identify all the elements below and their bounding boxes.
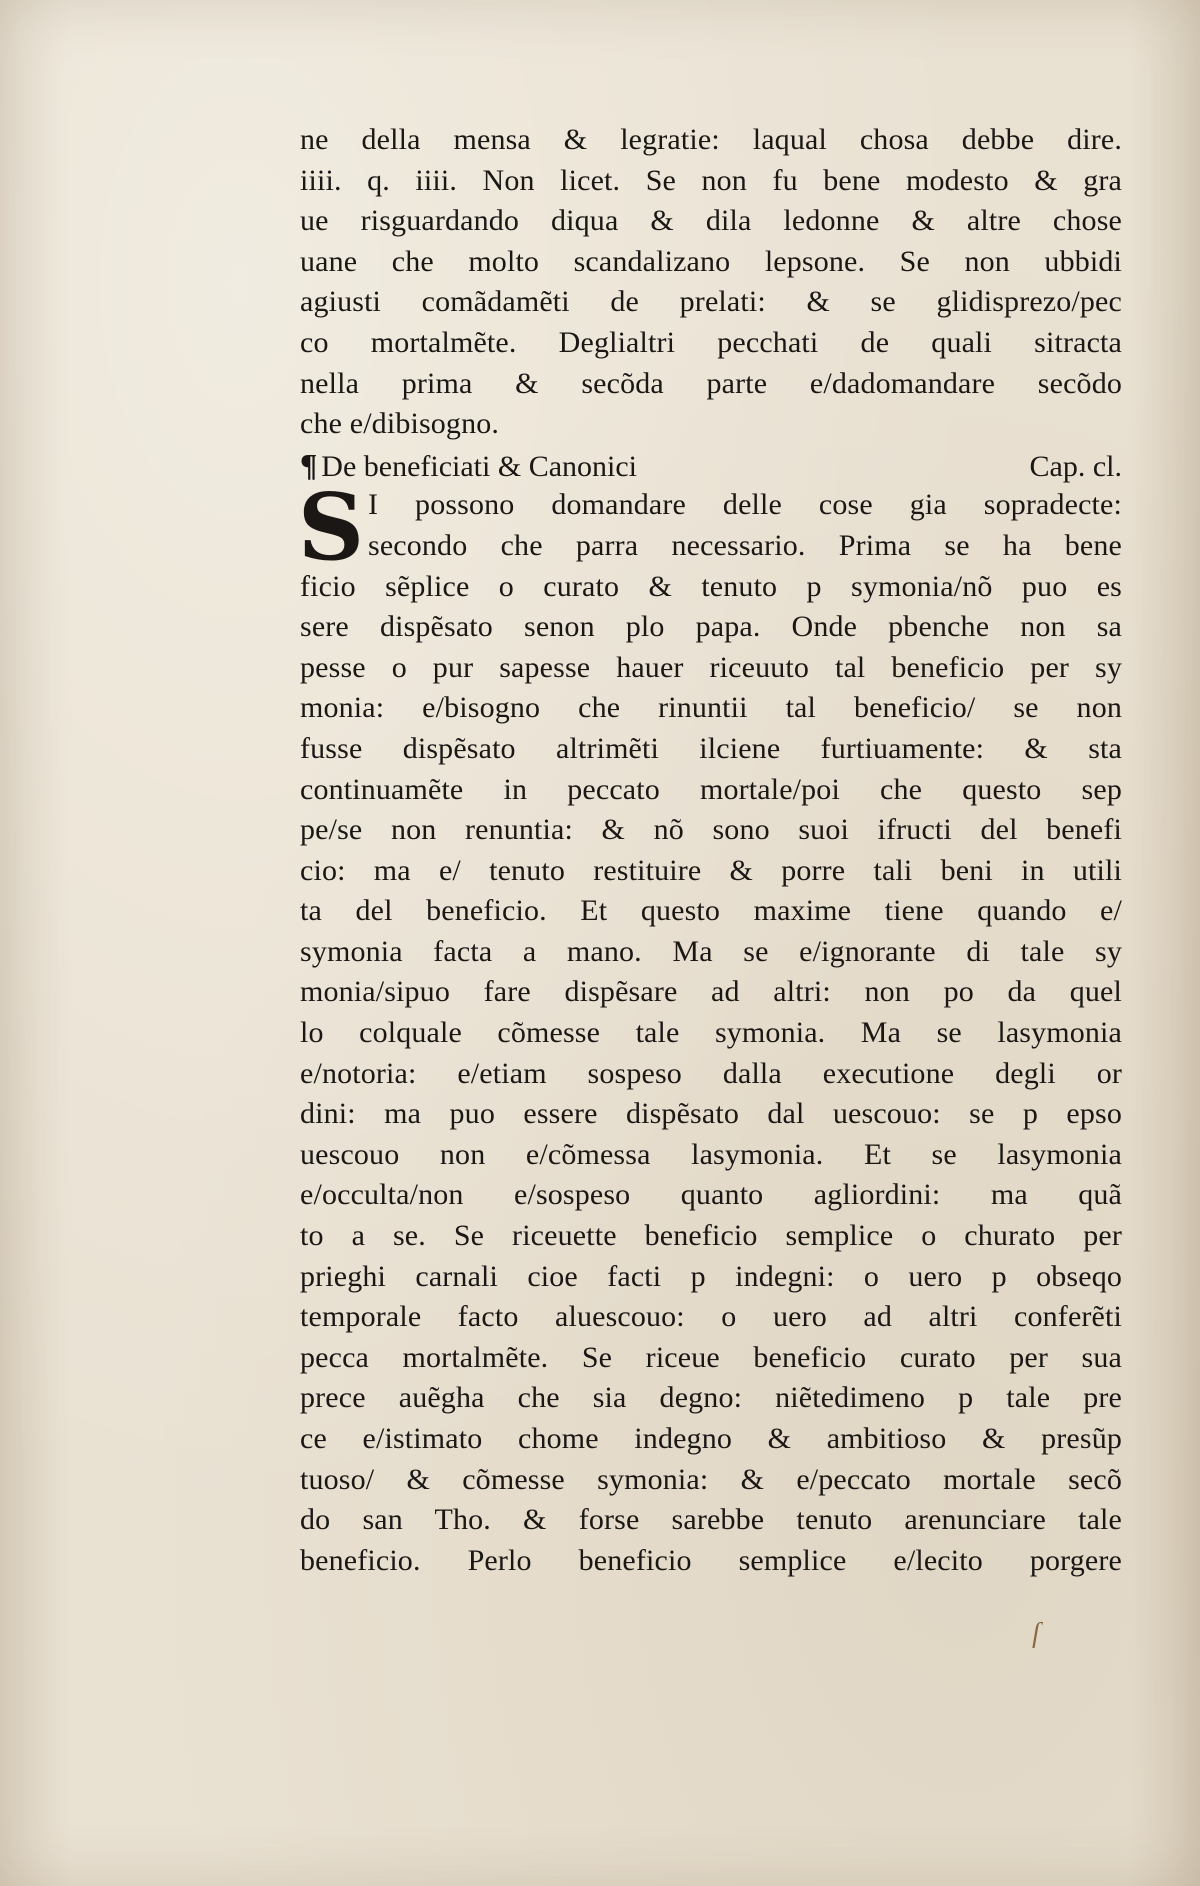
- text-line: tuoso/ & cõmesse symonia: & e/peccato mortale secõ: [300, 1462, 1122, 1496]
- paragraph-continuation: [300, 120, 1122, 445]
- text-line: pecca mortalmẽte. Se riceue beneficio curato per sua: [300, 1340, 1122, 1374]
- text-line: continuamẽte in peccato mortale/poi che questo sep: [300, 772, 1122, 806]
- text-block: [297, 120, 1122, 1581]
- text-line: co mortalmẽte. Deglialtri pecchati de quali sitracta: [300, 325, 1122, 359]
- text-line: che e/dibisogno.: [300, 407, 500, 441]
- text-line: secondo che parra necessario. Prima se ha bene: [368, 528, 1122, 562]
- chapter-heading: [300, 445, 1122, 486]
- text-line: lo colquale cõmesse tale symonia. Ma se lasymonia: [300, 1016, 1122, 1050]
- paragraph-body: [300, 567, 1122, 1582]
- text-line: ta del beneficio. Et questo maxime tiene quando e/: [300, 894, 1122, 928]
- text-line: iiii. q. iiii. Non licet. Se non fu bene modesto & gra: [300, 163, 1122, 197]
- text-line: temporale facto aluescouo: o uero ad altri conferẽti: [300, 1300, 1122, 1334]
- pilcrow-icon: ¶: [300, 446, 318, 483]
- text-line: uane che molto scandalizano lepsone. Se non ubbidi: [300, 244, 1122, 278]
- text-line: dini: ma puo essere dispẽsato dal uescouo: se p epso: [300, 1097, 1122, 1131]
- text-line: e/notoria: e/etiam sospeso dalla executione degli or: [300, 1056, 1122, 1090]
- text-line: pe/se non renuntia: & nõ sono suoi ifructi del benefi: [300, 813, 1122, 847]
- text-line: ce e/istimato chome indegno & ambitioso & presũp: [300, 1422, 1122, 1455]
- text-line: ficio sẽplice o curato & tenuto p symonia/nõ puo es: [300, 569, 1122, 603]
- text-line: fusse dispẽsato altrimẽti ilciene furtiuamente: & sta: [300, 731, 1122, 765]
- text-line: to a se. Se riceuette beneficio semplice o churato per: [300, 1219, 1122, 1253]
- text-line: uescouo non e/cõmessa lasymonia. Et se lasymonia: [300, 1137, 1122, 1171]
- text-line: e/occulta/non e/sospeso quanto agliordini: ma quã: [300, 1178, 1122, 1212]
- text-line: prieghi carnali cioe facti p indegni: o uero p obseqo: [300, 1259, 1122, 1293]
- margin-mark: ſ: [1032, 1618, 1040, 1649]
- text-line: sere dispẽsato senon plo papa. Onde pbenche non sa: [300, 610, 1122, 644]
- chapter-number: Cap. cl.: [1029, 449, 1122, 483]
- text-line: prece auẽgha che sia degno: niẽtedimeno p tale pre: [300, 1381, 1122, 1415]
- text-line: monia/sipuo fare dispẽsare ad altri: non po da quel: [300, 975, 1122, 1009]
- text-line: ue risguardando diqua & dila ledonne & altre chose: [300, 204, 1122, 238]
- text-line: monia: e/bisogno che rinuntii tal beneficio/ se non: [300, 691, 1122, 725]
- text-line: I possono domandare delle cose gia sopradecte:: [368, 488, 1122, 522]
- text-line: symonia facta a mano. Ma se e/ignorante di tale sy: [300, 934, 1122, 968]
- text-line: cio: ma e/ tenuto restituire & porre tali beni in utili: [300, 853, 1122, 887]
- text-line: ne della mensa & legratie: laqual chosa debbe dire.: [300, 123, 1122, 156]
- text-line: do san Tho. & forse sarebbe tenuto arenunciare tale: [300, 1503, 1122, 1537]
- text-line: nella prima & secõda parte e/dadomandare secõdo: [300, 366, 1122, 400]
- decorated-initial: S: [297, 473, 365, 582]
- text-line: beneficio. Perlo beneficio semplice e/lecito porgere: [300, 1543, 1122, 1577]
- text-line: pesse o pur sapesse hauer riceuuto tal beneficio per sy: [300, 650, 1122, 684]
- chapter-title: De beneficiati & Canonici: [321, 449, 637, 483]
- text-line: agiusti comãdamẽti de prelati: & se glidisprezo/pec: [300, 285, 1122, 319]
- initial-paragraph: [297, 473, 1122, 582]
